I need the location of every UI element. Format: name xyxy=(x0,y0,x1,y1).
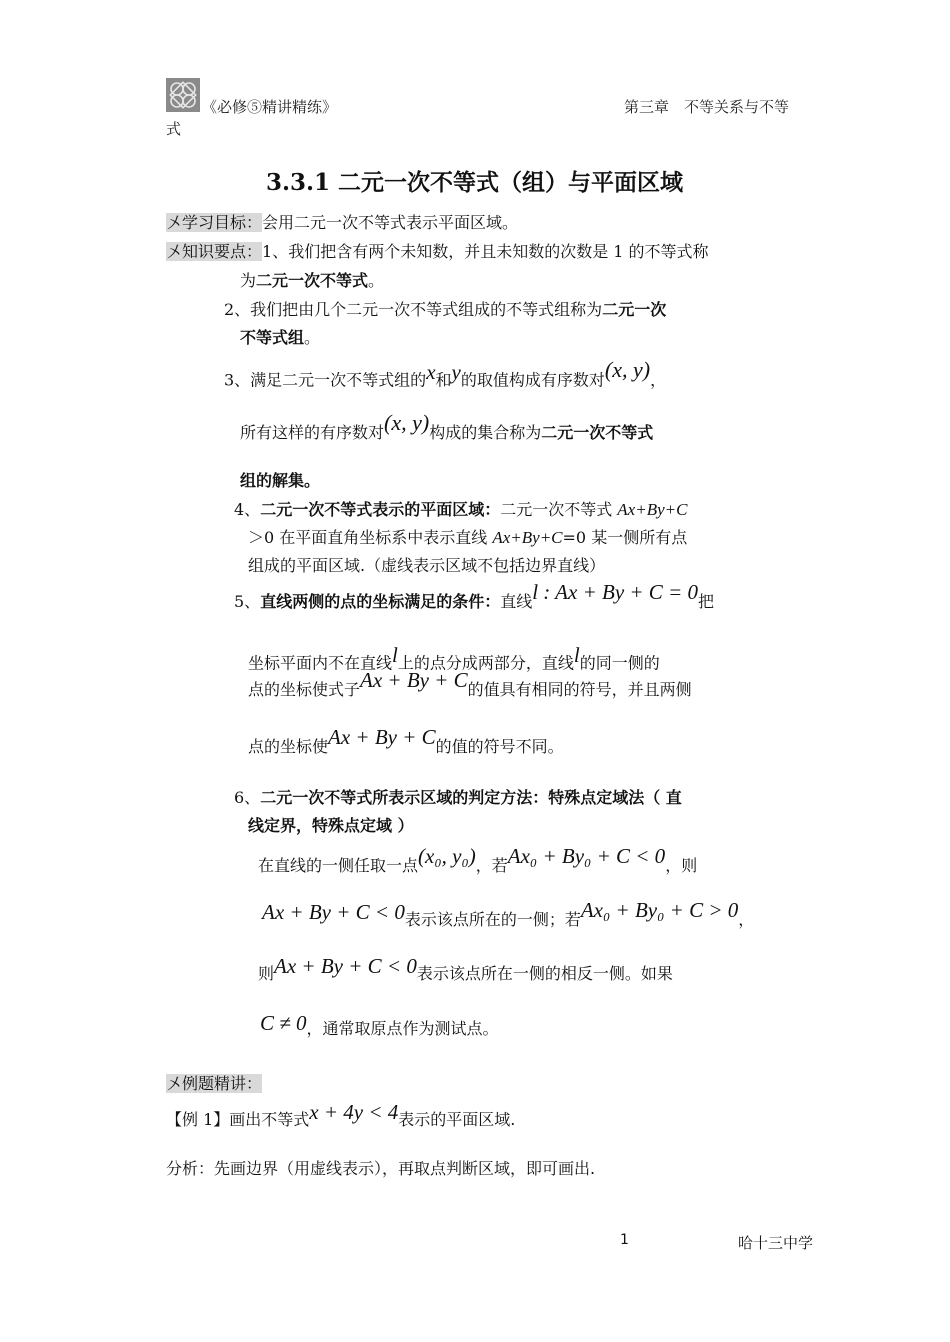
ex1-text-a: 【例 1】画出不等式 xyxy=(166,1110,310,1129)
p3-pair: (x, y) xyxy=(604,357,651,383)
p3-x: x xyxy=(426,360,436,384)
knowledge-p4-line2 xyxy=(248,525,687,548)
p6-text-f1: ，通常取原点作为测试点。 xyxy=(306,1019,499,1038)
ex1-expr: x + 4y < 4 xyxy=(309,1100,399,1124)
p3-comma: ， xyxy=(650,370,667,390)
p6-cond2: Ax₀ + By₀ + C > 0 xyxy=(580,898,739,922)
book-title: 《必修⑤精讲精练》 xyxy=(202,98,338,116)
p4-expr1: Ax+By+C xyxy=(617,500,688,519)
p5-l: l xyxy=(392,643,398,667)
p5-ba: 把 xyxy=(697,592,714,611)
p2-term-b: 不等式组 xyxy=(240,328,305,347)
p5-line-eq: l : Ax + By + C = 0 xyxy=(532,580,698,604)
knowledge-label: 〤知识要点： xyxy=(166,242,263,261)
p4-heading: 二元一次不等式表示的平面区域： xyxy=(260,500,501,519)
p6-heading-a: 二元一次不等式所表示区域的判定方法：特殊点定域法（ 直 xyxy=(260,788,682,807)
p5-expr: Ax + By + C xyxy=(360,668,468,692)
p6-d-expr: Ax + By + C < 0 xyxy=(262,900,405,924)
knowledge-p6-line3 xyxy=(258,844,698,877)
p5-expr-2: Ax + By + C xyxy=(328,725,436,749)
knowledge-p1-line2 xyxy=(240,268,384,291)
p3-and: 和 xyxy=(435,370,452,390)
p6-point: (x₀, y₀) xyxy=(418,844,476,868)
knowledge-p6-line1 xyxy=(234,785,682,808)
ex1-text-b: 表示的平面区域. xyxy=(398,1110,516,1129)
examples-heading xyxy=(166,1071,262,1094)
chapter-title-wrap: 式 xyxy=(166,120,182,138)
example-1-analysis: 分析：先画边界（用虚线表示），再取点判断区域，即可画出. xyxy=(166,1159,596,1178)
p6-f-expr: C ≠ 0 xyxy=(260,1011,307,1035)
p3-pair-2: (x, y) xyxy=(384,410,430,435)
examples-label: 〤例题精讲： xyxy=(166,1074,263,1093)
p4-text-b1: ＞0 在平面直角坐标系中表示直线 xyxy=(248,528,493,547)
p5-text-a: 直线 xyxy=(500,592,533,611)
knowledge-p3-line3: 组的解集。 xyxy=(240,471,321,490)
p5-num: 5、 xyxy=(234,592,261,611)
p5-text-b3: 的同一侧的 xyxy=(579,653,660,673)
p6-text-d1: 表示该点所在的一侧；若 xyxy=(404,910,581,929)
p6-text-c2: ，若 xyxy=(475,856,508,875)
p2-text: 2、我们把由几个二元一次不等式组成的不等式组称为 xyxy=(224,300,603,319)
knowledge-p2-line1 xyxy=(224,297,666,320)
knowledge-p1-line1 xyxy=(166,239,709,262)
p2-term-a: 二元一次 xyxy=(602,300,667,319)
p3-y: y xyxy=(451,360,461,384)
p5-text-d1: 点的坐标使 xyxy=(248,737,329,756)
p6-cond1: Ax₀ + By₀ + C < 0 xyxy=(507,844,666,868)
p5-l-2: l xyxy=(573,643,580,667)
page-number: 1 xyxy=(620,1232,629,1248)
p1-wei: 为 xyxy=(240,271,257,290)
p6-text-d2: ， xyxy=(738,910,755,929)
p5-heading: 直线两侧的点的坐标满足的条件： xyxy=(260,592,501,611)
school-name: 哈十三中学 xyxy=(738,1234,814,1252)
learning-goal-label: 〤学习目标： xyxy=(166,213,263,232)
knowledge-p5-line3 xyxy=(248,668,692,701)
p6-text-e1: 表示该点所在一侧的相反一侧。如果 xyxy=(416,964,673,983)
p2-end: 。 xyxy=(304,328,321,347)
knowledge-p6-line4 xyxy=(262,898,755,931)
knowledge-p4-line3: 组成的平面区域.（虚线表示区域不包括边界直线） xyxy=(248,556,606,575)
p5-text-c1: 点的坐标使式子 xyxy=(248,680,361,699)
knowledge-p6-line6 xyxy=(260,1011,499,1040)
p6-text-c3: ，则 xyxy=(665,856,698,875)
p3-text-a2: 的取值构成有序数对 xyxy=(460,370,605,390)
p3-text-b2: 构成的集合称为 xyxy=(429,423,542,442)
chapter-title: 第三章 不等关系与不等 xyxy=(624,98,790,116)
knowledge-p3-line2 xyxy=(240,410,654,444)
knot-logo-icon xyxy=(166,78,200,112)
knowledge-p6-line2: 线定界，特殊点定域 ） xyxy=(248,816,414,835)
p4-expr2: Ax+By+C xyxy=(492,528,563,547)
knowledge-p6-line5 xyxy=(258,954,673,985)
p5-text-b1: 坐标平面内不在直线 xyxy=(248,653,393,673)
p1-end: 。 xyxy=(368,271,385,290)
p5-text-d2: 的值的符号不同。 xyxy=(435,737,564,756)
learning-goal-text: 会用二元一次不等式表示平面区域。 xyxy=(262,213,519,232)
p6-e-expr: Ax + By + C < 0 xyxy=(274,954,417,978)
p3-text-a: 3、满足二元一次不等式组的 xyxy=(224,370,427,390)
knowledge-p2-line2 xyxy=(240,325,320,348)
p6-text-e0: 则 xyxy=(258,964,275,983)
p1-term: 二元一次不等式 xyxy=(256,271,369,290)
p3-term-b: 二元一次不等式 xyxy=(541,423,654,442)
knowledge-p4-line1 xyxy=(234,497,687,520)
p5-text-c2: 的值具有相同的符号，并且两侧 xyxy=(467,680,692,699)
example-1 xyxy=(166,1100,516,1131)
p4-text-b2: =0 某一侧所有点 xyxy=(562,528,688,547)
knowledge-p3-line1 xyxy=(224,357,667,391)
header-logo xyxy=(166,78,200,112)
learning-goal xyxy=(166,210,518,233)
knowledge-p1-text: 1、我们把含有两个未知数，并且未知数的次数是 1 的不等式称 xyxy=(262,242,709,261)
knowledge-p5-line4 xyxy=(248,725,564,758)
p5-text-b2: 上的点分成两部分，直线 xyxy=(397,653,574,673)
p3-text-b: 所有这样的有序数对 xyxy=(240,423,385,442)
p4-num: 4、 xyxy=(234,500,261,519)
p6-text-c1: 在直线的一侧任取一点 xyxy=(258,856,419,875)
knowledge-p5-line1 xyxy=(234,580,714,613)
page-title: 3.3.1 二元一次不等式（组）与平面区域 xyxy=(266,169,684,196)
p4-text-a: 二元一次不等式 xyxy=(500,500,618,519)
p6-num: 6、 xyxy=(234,788,261,807)
